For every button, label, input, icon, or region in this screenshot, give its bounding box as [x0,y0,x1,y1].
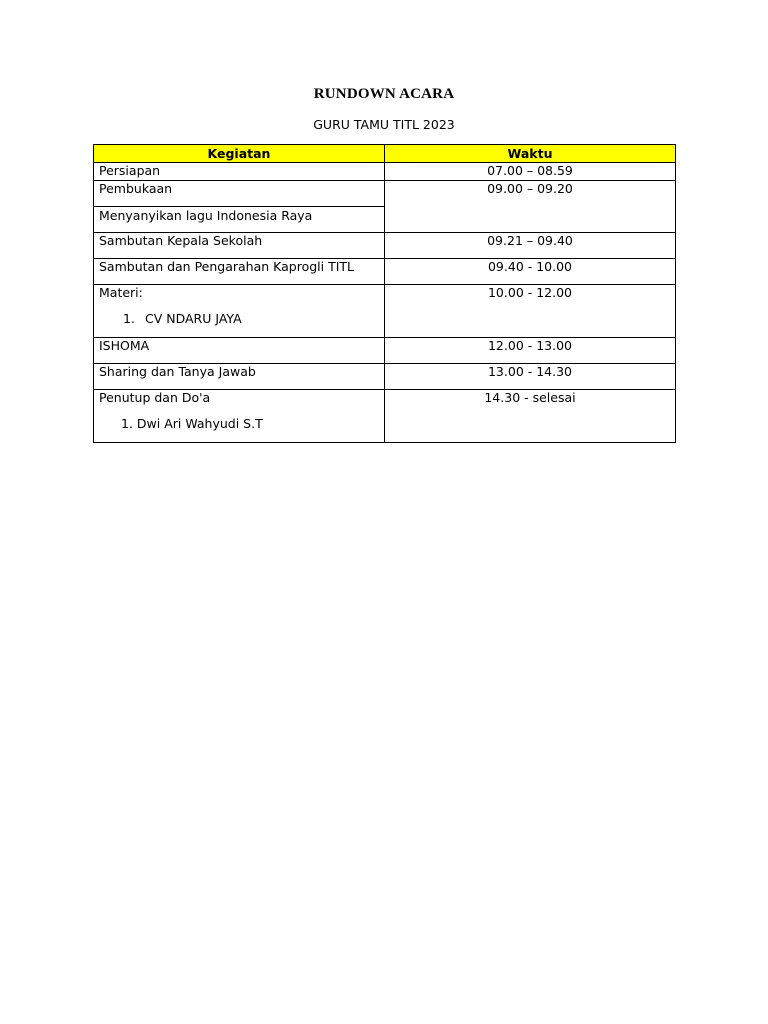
time-cell: 12.00 - 13.00 [385,338,676,364]
page-subtitle: GURU TAMU TITL 2023 [313,117,455,132]
list-item-number: 1. [123,311,135,326]
activity-cell [94,390,385,443]
list-item-text: CV NDARU JAYA [145,311,242,326]
table-row [94,181,676,207]
time-cell: 09.00 – 09.20 [385,181,676,233]
activity-cell: Sharing dan Tanya Jawab [94,364,385,390]
activity-label: Penutup dan Do'a [99,390,211,405]
table-row [94,163,676,181]
column-header-activity: Kegiatan [94,145,385,163]
activity-label: Materi: [99,285,143,300]
activity-cell: Menyanyikan lagu Indonesia Raya [94,207,385,233]
time-cell: 07.00 – 08.59 [385,163,676,181]
page-title: RUNDOWN ACARA [313,86,455,102]
list-item [99,311,379,328]
table-row [94,259,676,285]
time-cell: 09.40 - 10.00 [385,259,676,285]
activity-cell [94,285,385,338]
time-cell: 09.21 – 09.40 [385,233,676,259]
column-header-time: Waktu [385,145,676,163]
table-row [94,285,676,338]
table-row [94,338,676,364]
list-item: 1. Dwi Ari Wahyudi S.T [121,416,263,431]
activity-cell: ISHOMA [94,338,385,364]
activity-cell: Pembukaan [94,181,385,207]
time-cell: 14.30 - selesai [385,390,676,443]
time-cell: 10.00 - 12.00 [385,285,676,338]
table-header-row [94,145,676,163]
table-row [94,233,676,259]
activity-cell: Sambutan Kepala Sekolah [94,233,385,259]
table-row [94,364,676,390]
table-row [94,390,676,443]
activity-cell: Sambutan dan Pengarahan Kaprogli TITL [94,259,385,285]
activity-cell: Persiapan [94,163,385,181]
time-cell: 13.00 - 14.30 [385,364,676,390]
rundown-table [93,144,676,443]
